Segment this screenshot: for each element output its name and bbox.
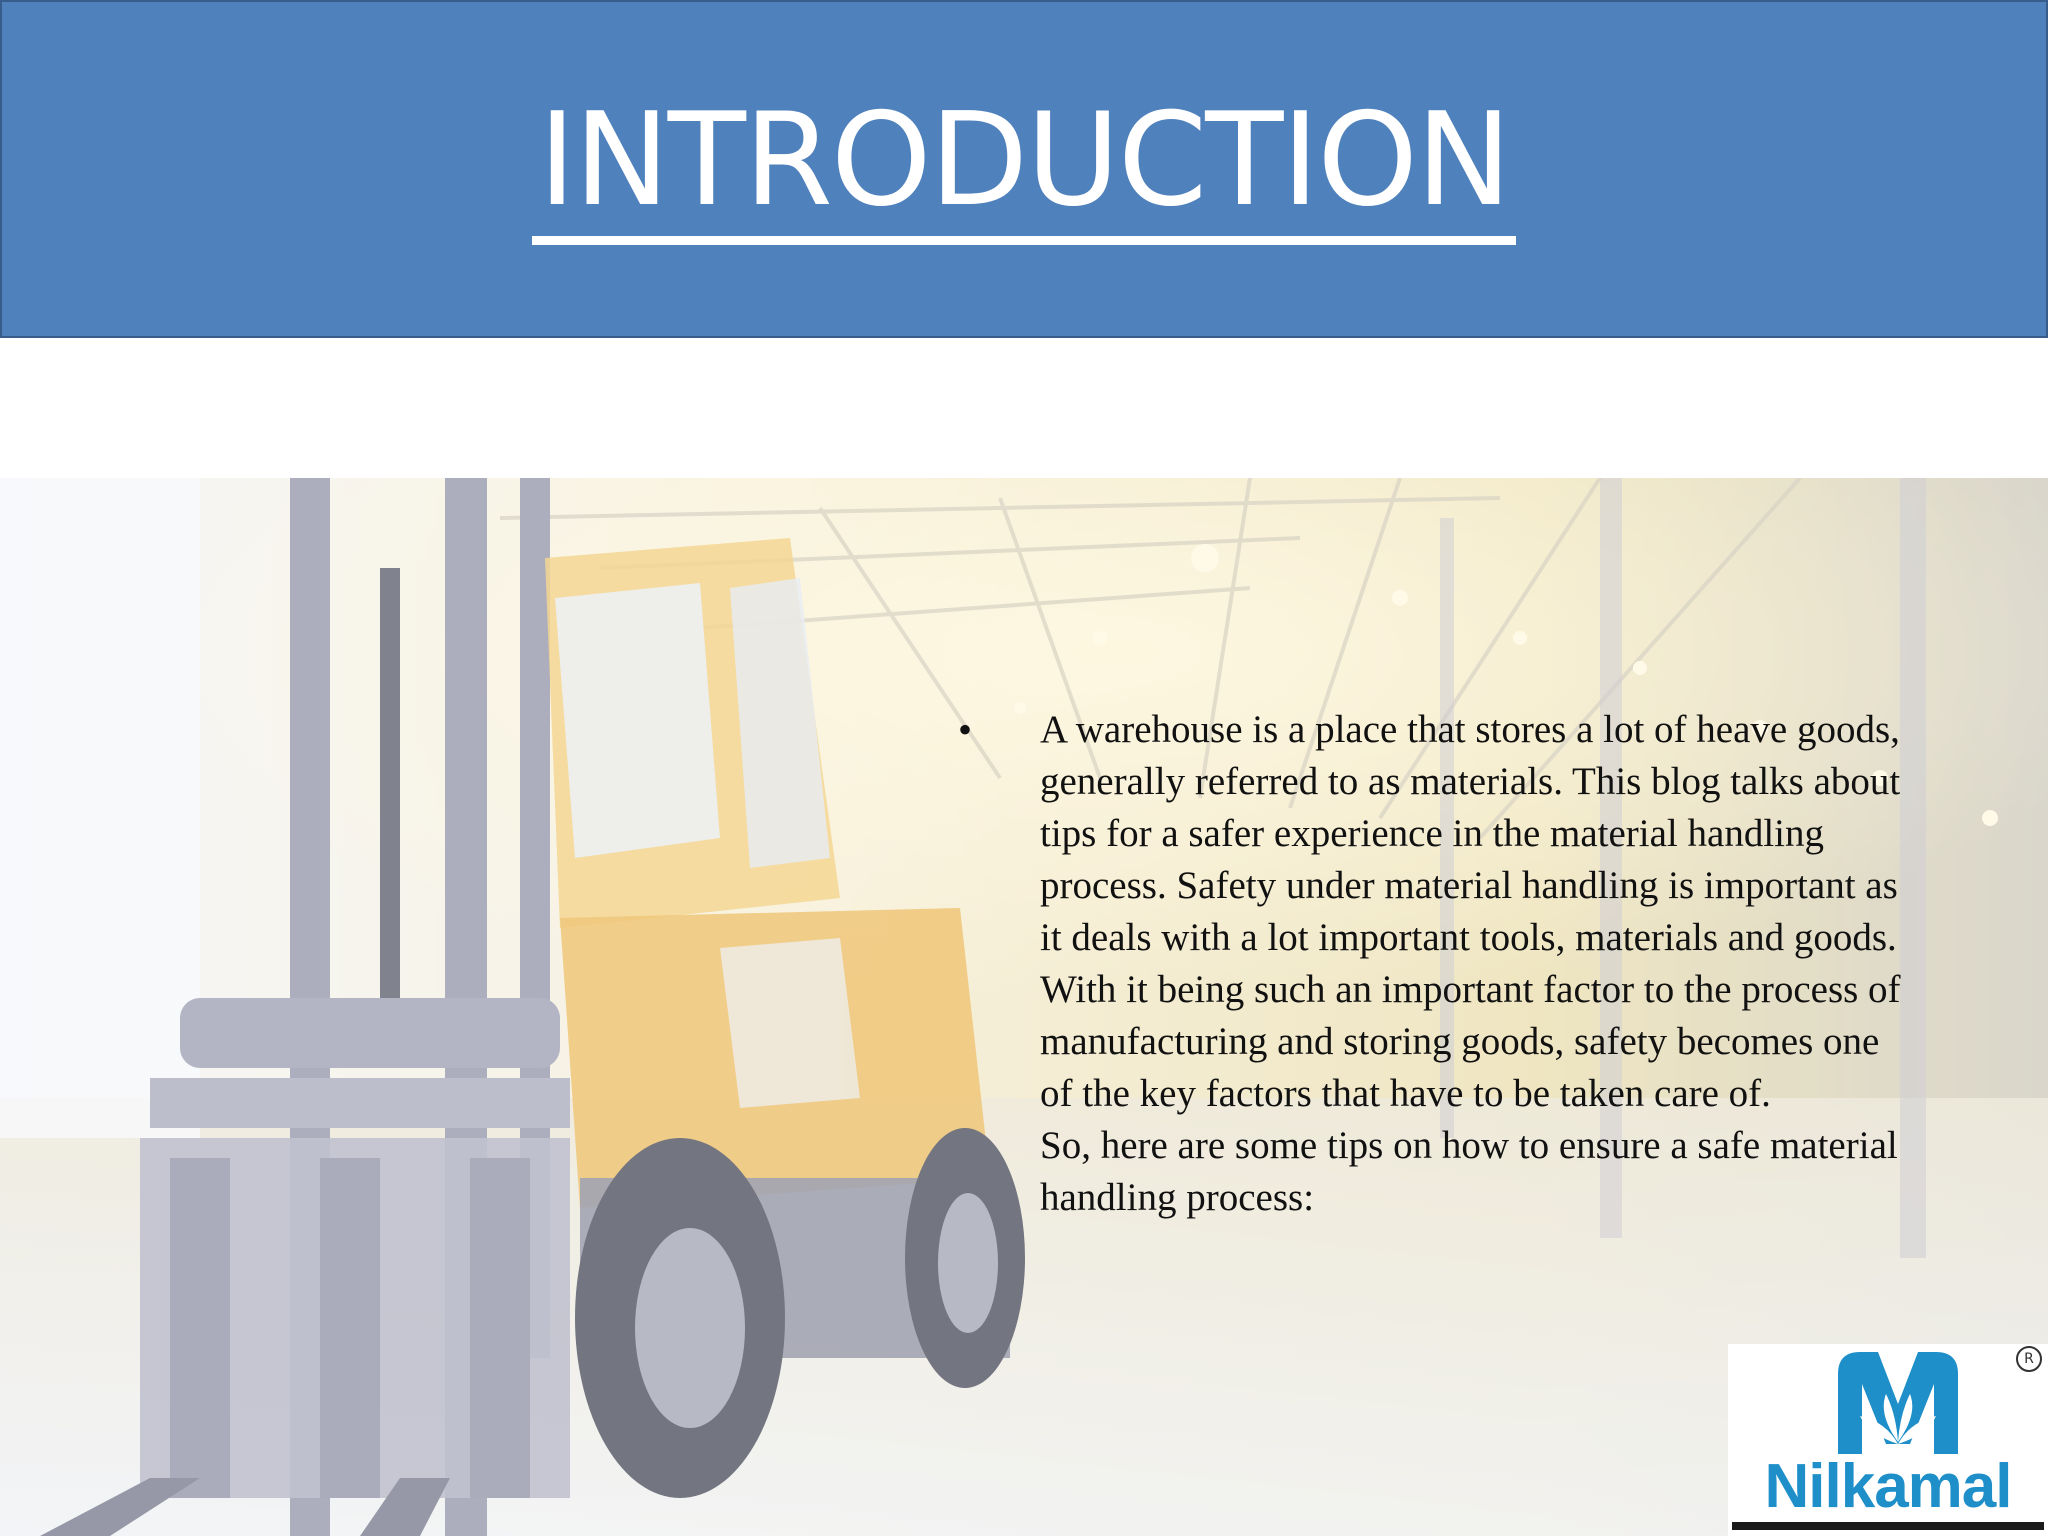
logo-text: Nilkamal (1764, 1452, 2012, 1521)
nilkamal-logo (1728, 1344, 2048, 1536)
body-text (1040, 704, 1920, 1224)
slide-title: INTRODUCTION (538, 86, 1510, 235)
body-paragraph-1: A warehouse is a place that stores a lot of heave goods, generally referred to as materials. This blog talks about tips for a safer experience in the material handling process. Safety under material handling is important as it deals with a lot important tools, materials and goods. With it being such an important factor to the process of manufacturing and storing goods, safety becomes one of the key factors that have to be taken care of. (1040, 708, 1901, 1115)
body-paragraph-2: So, here are some tips on how to ensure a safe material handling process: (1040, 1124, 1898, 1219)
registered-mark: R (2016, 1346, 2042, 1372)
lotus-icon (1728, 1344, 2048, 1464)
title-underline (532, 236, 1516, 245)
bullet-point: • (958, 707, 973, 752)
logo-underline (1732, 1522, 2044, 1530)
